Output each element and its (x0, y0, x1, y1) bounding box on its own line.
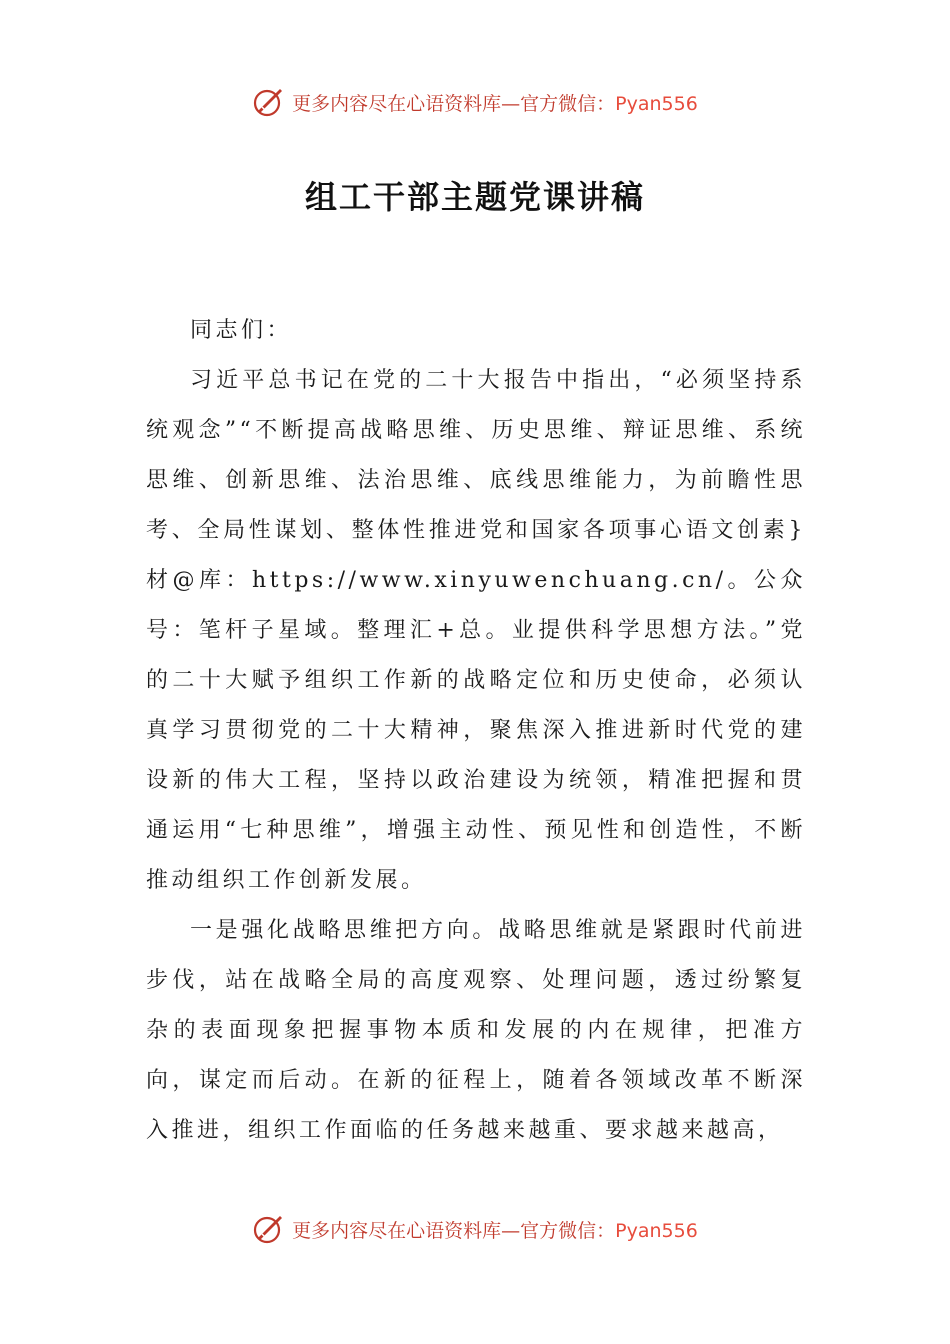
banner-text: 更多内容尽在心语资料库—官方微信：Pyan556 (292, 92, 698, 115)
body-paragraph: 一是强化战略思维把方向。战略思维就是紧跟时代前进步伐，站在战略全局的高度观察、处理问题，透过纷繁复杂的表面现象把握事物本质和发展的内在规律，把准方向，谋定而后动。在新的征程上，随着各领域改革不断深入推进，组织工作面临的任务越来越重、要求越来越高， (146, 918, 806, 1143)
wechat-id: Pyan556 (615, 92, 698, 115)
document-title: 组工干部主题党课讲稿 (304, 178, 645, 216)
document-body (146, 306, 806, 1156)
wechat-id: Pyan556 (615, 1219, 698, 1242)
pen-logo-icon (252, 1212, 286, 1246)
salutation-paragraph: 同志们： (190, 318, 293, 343)
banner-text: 更多内容尽在心语资料库—官方微信：Pyan556 (292, 1219, 698, 1242)
footer-watermark-banner (0, 1209, 950, 1249)
body-paragraph: 习近平总书记在党的二十大报告中指出，“必须坚持系统观念”“不断提高战略思维、历史思维、辩证思维、系统思维、创新思维、法治思维、底线思维能力，为前瞻性思考、全局性谋划、整体性推进党和国家各项事心语文创素}材@库：https://www.xinyuwenchuang.cn/。公众号：笔杆子星域。整理汇+总。业提供科学思想方法。”党的二十大赋予组织工作新的战略定位和历史使命，必须认真学习贯彻党的二十大精神，聚焦深入推进新时代党的建设新的伟大工程，坚持以政治建设为统领，精准把握和贯通运用“七种思维”，增强主动性、预见性和创造性，不断推动组织工作创新发展。 (146, 368, 806, 893)
pen-logo-icon (252, 85, 286, 119)
header-watermark-banner (0, 82, 950, 122)
